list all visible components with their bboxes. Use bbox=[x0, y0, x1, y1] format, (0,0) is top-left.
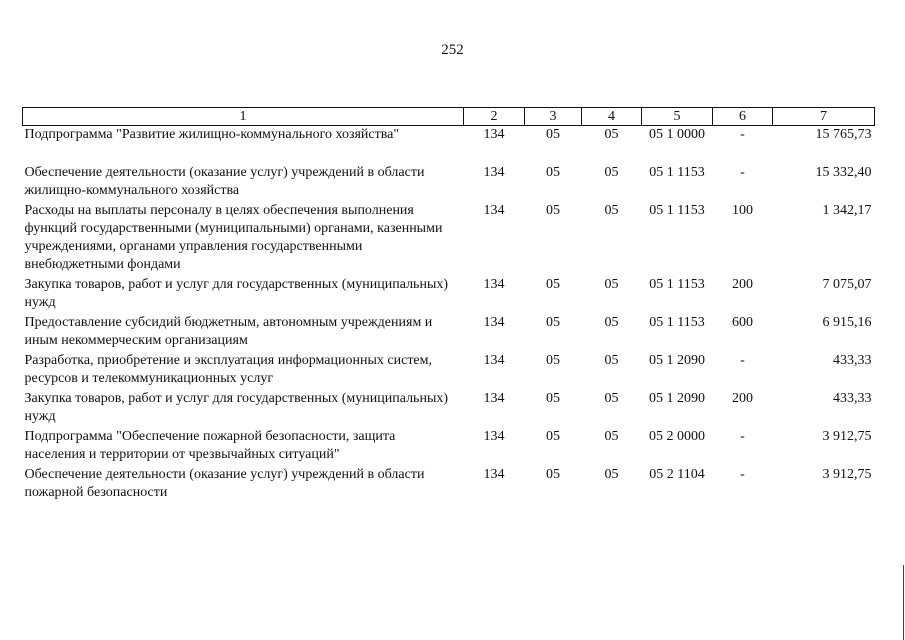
row-code-5: 05 1 1153 bbox=[649, 277, 705, 292]
budget-table bbox=[22, 107, 875, 504]
row-code-2: 134 bbox=[483, 127, 505, 142]
header-cell-2: 2 bbox=[464, 108, 525, 126]
header-cell-4: 4 bbox=[582, 108, 642, 126]
row-code-4: 05 bbox=[604, 467, 619, 482]
row-code-6: - bbox=[740, 353, 745, 368]
row-code-4: 05 bbox=[604, 429, 619, 444]
row-name: Закупка товаров, работ и услуг для государственных (муниципальных) нужд bbox=[24, 391, 449, 424]
table-row bbox=[23, 314, 875, 352]
row-name: Разработка, приобретение и эксплуатация информационных систем, ресурсов и телекоммуникационных услуг bbox=[24, 353, 433, 386]
row-code-5: 05 2 0000 bbox=[649, 429, 705, 444]
row-code-5: 05 1 1153 bbox=[649, 203, 705, 218]
page-number: 252 bbox=[441, 42, 464, 58]
row-code-6: - bbox=[740, 467, 745, 482]
row-name: Подпрограмма "Обеспечение пожарной безопасности, защита населения и территории от чрезвычайных ситуаций" bbox=[24, 429, 396, 462]
row-code-6: 200 bbox=[732, 391, 753, 406]
table-row bbox=[23, 164, 875, 202]
row-code-6: - bbox=[740, 165, 745, 180]
row-code-5: 05 2 1104 bbox=[649, 467, 705, 482]
row-name: Подпрограмма "Развитие жилищно-коммунального хозяйства" bbox=[24, 127, 400, 142]
row-amount: 7 075,07 bbox=[822, 277, 872, 292]
row-code-4: 05 bbox=[604, 127, 619, 142]
header-cell-3: 3 bbox=[525, 108, 582, 126]
row-code-2: 134 bbox=[483, 315, 505, 330]
row-amount: 433,33 bbox=[833, 391, 872, 406]
row-amount: 15 765,73 bbox=[815, 127, 872, 142]
page-edge-line bbox=[903, 565, 904, 640]
row-name: Обеспечение деятельности (оказание услуг) учреждений в области пожарной безопасности bbox=[24, 467, 425, 500]
row-code-2: 134 bbox=[483, 203, 505, 218]
row-code-3: 05 bbox=[546, 353, 560, 368]
row-amount: 3 912,75 bbox=[822, 429, 872, 444]
row-code-3: 05 bbox=[546, 277, 560, 292]
row-name: Расходы на выплаты персоналу в целях обеспечения выполнения функций государственными (муниципальными) органами, казенными учреждениями, органами управления государственными внебюджетными фондами bbox=[24, 203, 443, 272]
table-row bbox=[23, 466, 875, 504]
row-code-4: 05 bbox=[604, 353, 619, 368]
header-row bbox=[23, 108, 875, 126]
row-amount: 433,33 bbox=[833, 353, 872, 368]
row-code-2: 134 bbox=[483, 391, 505, 406]
row-code-6: - bbox=[740, 429, 745, 444]
row-code-5: 05 1 1153 bbox=[649, 165, 705, 180]
row-code-4: 05 bbox=[604, 391, 619, 406]
row-code-3: 05 bbox=[546, 467, 560, 482]
row-code-6: 100 bbox=[732, 203, 753, 218]
row-code-2: 134 bbox=[483, 429, 505, 444]
row-code-3: 05 bbox=[546, 127, 560, 142]
table-row bbox=[23, 428, 875, 466]
row-code-4: 05 bbox=[604, 277, 619, 292]
row-code-2: 134 bbox=[483, 277, 505, 292]
row-code-6: 600 bbox=[732, 315, 753, 330]
row-code-3: 05 bbox=[546, 391, 560, 406]
row-name: Обеспечение деятельности (оказание услуг) учреждений в области жилищно-коммунального хозяйства bbox=[24, 165, 425, 198]
row-code-5: 05 1 2090 bbox=[649, 353, 705, 368]
row-name: Закупка товаров, работ и услуг для государственных (муниципальных) нужд bbox=[24, 277, 449, 310]
table-row bbox=[23, 390, 875, 428]
header-cell-7: 7 bbox=[773, 108, 875, 126]
table-row bbox=[23, 126, 875, 165]
row-amount: 15 332,40 bbox=[815, 165, 872, 180]
header-cell-1: 1 bbox=[23, 108, 464, 126]
row-code-6: - bbox=[740, 127, 745, 142]
table-row bbox=[23, 202, 875, 276]
header-cell-6: 6 bbox=[713, 108, 773, 126]
table-row bbox=[23, 276, 875, 314]
row-name: Предоставление субсидий бюджетным, автономным учреждениям и иным некоммерческим организациям bbox=[24, 315, 433, 348]
row-code-4: 05 bbox=[604, 315, 619, 330]
row-amount: 1 342,17 bbox=[822, 203, 872, 218]
row-code-5: 05 1 2090 bbox=[649, 391, 705, 406]
row-amount: 6 915,16 bbox=[822, 315, 872, 330]
row-code-3: 05 bbox=[546, 203, 560, 218]
row-code-5: 05 1 0000 bbox=[649, 127, 705, 142]
row-code-2: 134 bbox=[483, 353, 505, 368]
row-code-4: 05 bbox=[604, 203, 619, 218]
row-code-2: 134 bbox=[483, 165, 505, 180]
row-code-3: 05 bbox=[546, 165, 560, 180]
row-code-3: 05 bbox=[546, 429, 560, 444]
row-code-2: 134 bbox=[483, 467, 505, 482]
row-code-6: 200 bbox=[732, 277, 753, 292]
row-code-5: 05 1 1153 bbox=[649, 315, 705, 330]
table-row bbox=[23, 352, 875, 390]
row-amount: 3 912,75 bbox=[822, 467, 872, 482]
row-code-3: 05 bbox=[546, 315, 560, 330]
header-cell-5: 5 bbox=[642, 108, 713, 126]
row-code-4: 05 bbox=[604, 165, 619, 180]
